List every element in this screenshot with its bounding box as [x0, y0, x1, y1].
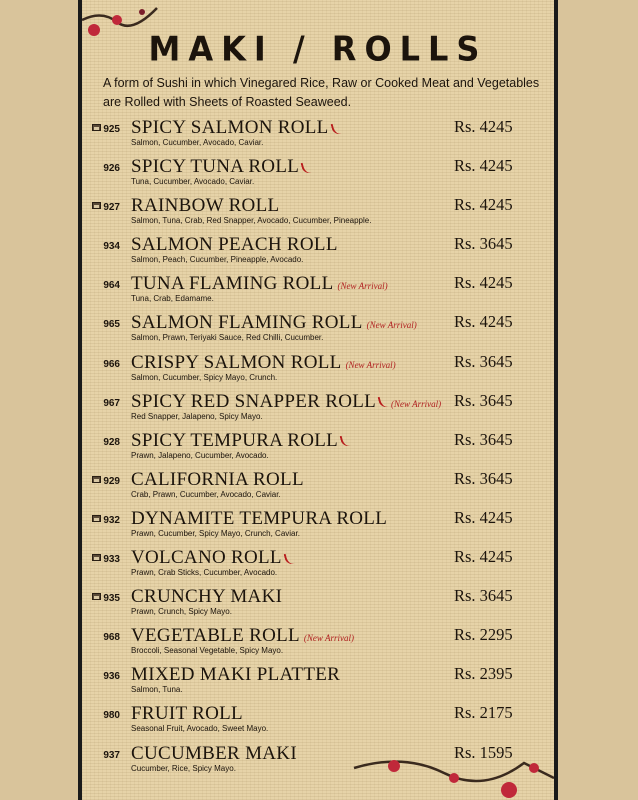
item-name-line	[131, 195, 279, 217]
item-name: SALMON PEACH ROLL	[131, 234, 338, 256]
item-code: 933	[103, 554, 120, 566]
item-name-line	[131, 430, 349, 452]
menu-item	[82, 389, 554, 428]
menu-item	[82, 701, 554, 740]
item-ingredients: Prawn, Crunch, Spicy Mayo.	[131, 607, 232, 617]
item-name-line	[131, 469, 304, 491]
item-ingredients: Salmon, Tuna.	[131, 685, 183, 695]
item-name-line	[131, 117, 340, 139]
item-price: Rs. 3645	[454, 234, 513, 254]
item-code: 935	[103, 593, 120, 605]
item-name: CUCUMBER MAKI	[131, 742, 297, 764]
item-name: SPICY TUNA ROLL	[131, 156, 300, 178]
item-price: Rs. 4245	[454, 547, 513, 567]
menu-item	[82, 154, 554, 193]
menu-title: MAKI / ROLLS	[148, 29, 488, 69]
new-arrival-tag: (New Arrival)	[366, 320, 417, 331]
item-code: 934	[103, 241, 120, 253]
menu-item	[82, 662, 554, 701]
item-code: 925	[103, 124, 120, 135]
menu-item	[82, 623, 554, 662]
item-price: Rs. 4245	[454, 195, 513, 215]
item-name: SALMON FLAMING ROLL	[131, 312, 363, 334]
item-ingredients: Tuna, Crab, Edamame.	[131, 294, 214, 304]
chili-icon	[301, 161, 312, 175]
menu-item	[82, 310, 554, 349]
menu-item	[82, 545, 554, 584]
chili-icon	[340, 435, 351, 449]
item-name-line	[131, 664, 340, 686]
item-price: Rs. 3645	[454, 586, 513, 606]
item-price: Rs. 3645	[454, 351, 513, 371]
item-ingredients: Salmon, Cucumber, Avocado, Caviar.	[131, 138, 264, 147]
item-price: Rs. 2395	[454, 664, 513, 684]
chili-icon	[283, 552, 294, 566]
menu-item	[82, 232, 554, 271]
item-name: VEGETABLE ROLL	[131, 625, 300, 647]
right-border	[558, 0, 638, 800]
item-price: Rs. 4245	[454, 117, 513, 136]
item-code: 936	[103, 671, 120, 683]
item-name: SPICY RED SNAPPER ROLL	[131, 390, 377, 412]
item-code: 929	[103, 475, 120, 487]
left-border	[0, 0, 78, 800]
menu-item	[82, 271, 554, 310]
item-name: SPICY SALMON ROLL	[131, 117, 329, 138]
new-arrival-tag: (New Arrival)	[345, 359, 396, 370]
item-price: Rs. 2295	[454, 625, 513, 645]
menu-item	[82, 350, 554, 389]
item-name-line	[131, 312, 417, 334]
item-name: CRUNCHY MAKI	[131, 586, 283, 608]
chili-icon	[330, 122, 341, 136]
menu-item	[82, 741, 554, 780]
item-name: TUNA FLAMING ROLL	[131, 273, 334, 295]
menu-item	[82, 584, 554, 623]
item-ingredients: Salmon, Peach, Cucumber, Pineapple, Avocado.	[131, 255, 304, 265]
item-price: Rs. 1595	[454, 742, 513, 762]
item-price: Rs. 3645	[454, 468, 513, 488]
item-name-line	[131, 352, 396, 374]
item-ingredients: Salmon, Cucumber, Spicy Mayo, Crunch.	[131, 372, 278, 382]
menu-description: A form of Sushi in which Vinegared Rice, Raw or Cooked Meat and Vegetables are Rolled with Sheets of Roasted Seaweed.	[103, 76, 540, 109]
new-arrival-tag: (New Arrival)	[337, 281, 388, 292]
menu-item	[82, 428, 554, 467]
item-name: RAINBOW ROLL	[131, 195, 280, 217]
item-code: 968	[103, 632, 120, 644]
item-ingredients: Crab, Prawn, Cucumber, Avocado, Caviar.	[131, 489, 281, 499]
item-price: Rs. 3645	[454, 429, 513, 449]
item-name-line	[131, 156, 310, 178]
item-name-line	[131, 234, 338, 256]
menu-item	[82, 467, 554, 506]
item-price: Rs. 3645	[454, 390, 513, 410]
item-name-line	[131, 547, 293, 569]
item-name: CALIFORNIA ROLL	[131, 468, 304, 490]
item-price: Rs. 2175	[454, 703, 513, 723]
item-ingredients: Seasonal Fruit, Avocado, Sweet Mayo.	[131, 724, 269, 734]
item-ingredients: Prawn, Jalapeno, Cucumber, Avocado.	[131, 450, 269, 460]
item-price: Rs. 4245	[454, 507, 513, 527]
item-price: Rs. 4245	[454, 273, 513, 293]
item-name: DYNAMITE TEMPURA ROLL	[131, 507, 388, 529]
item-code: 926	[103, 163, 120, 175]
item-ingredients: Prawn, Crab Sticks, Cucumber, Avocado.	[131, 568, 278, 578]
item-name-line	[131, 703, 243, 725]
item-code: 967	[103, 397, 120, 409]
item-code: 932	[103, 514, 120, 526]
item-name: SPICY TEMPURA ROLL	[131, 429, 339, 451]
item-name: VOLCANO ROLL	[131, 547, 282, 569]
item-name-line	[131, 625, 354, 647]
new-arrival-tag: (New Arrival)	[391, 398, 442, 409]
item-name-line	[131, 743, 297, 765]
item-name-line	[131, 508, 387, 530]
menu-item	[82, 506, 554, 545]
item-ingredients: Tuna, Cucumber, Avocado, Caviar.	[131, 177, 255, 187]
item-name: CRISPY SALMON ROLL	[131, 351, 342, 373]
item-code: 965	[103, 319, 120, 331]
item-name: MIXED MAKI PLATTER	[131, 664, 341, 686]
item-ingredients: Red Snapper, Jalapeno, Spicy Mayo.	[131, 411, 263, 421]
item-ingredients: Broccoli, Seasonal Vegetable, Spicy Mayo.	[131, 646, 284, 656]
item-name-line	[131, 391, 441, 413]
item-ingredients: Prawn, Cucumber, Spicy Mayo, Crunch, Caviar.	[131, 528, 300, 538]
item-name-line	[131, 273, 388, 295]
item-code: 964	[103, 280, 120, 292]
item-code: 966	[103, 358, 120, 370]
item-name-line	[131, 586, 282, 608]
item-code: 937	[103, 749, 120, 761]
item-code: 927	[103, 202, 120, 214]
item-ingredients: Salmon, Tuna, Crab, Red Snapper, Avocado, Cucumber, Pineapple.	[131, 216, 372, 226]
item-price: Rs. 4245	[454, 312, 513, 332]
menu-panel	[82, 0, 554, 800]
item-code: 928	[103, 436, 120, 448]
item-price: Rs. 4245	[454, 156, 513, 176]
new-arrival-tag: (New Arrival)	[303, 633, 354, 644]
menu-item	[82, 115, 554, 154]
item-ingredients: Cucumber, Rice, Spicy Mayo.	[131, 763, 236, 773]
item-code: 980	[103, 710, 120, 722]
menu-item-list	[82, 115, 554, 780]
menu-item	[82, 193, 554, 232]
chili-icon	[378, 395, 389, 409]
item-ingredients: Salmon, Prawn, Teriyaki Sauce, Red Chilli, Cucumber.	[131, 333, 324, 343]
item-name: FRUIT ROLL	[131, 703, 243, 725]
